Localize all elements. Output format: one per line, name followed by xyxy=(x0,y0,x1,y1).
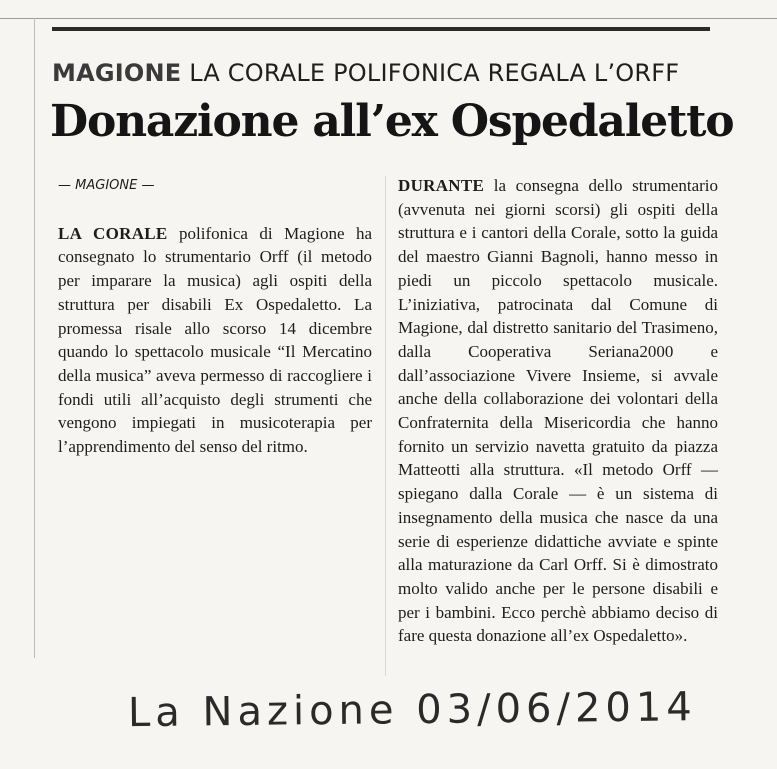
paragraph-2-lead: DURANTE xyxy=(398,176,485,195)
article-column-right xyxy=(398,174,718,648)
kicker-location: MAGIONE xyxy=(52,59,182,87)
paragraph-1-lead: LA CORALE xyxy=(58,223,168,243)
headline: Donazione all’ex Ospedaletto xyxy=(50,96,734,147)
article-column-left xyxy=(58,174,372,459)
scan-edge-left xyxy=(34,18,35,658)
kicker-text: LA CORALE POLIFONICA REGALA L’ORFF xyxy=(189,59,680,87)
scan-edge-top xyxy=(0,18,777,19)
dateline: — MAGIONE — xyxy=(58,178,155,193)
paragraph-1-body: polifonica di Magione ha consegnato lo strumentario Orff (il metodo per imparare la musica) agli ospiti della struttura per disabili Ex Ospedaletto. La promessa risale allo scorso 14 dicembre quando lo spettacolo musicale “Il Mercatino della musica” aveva permesso di raccogliere i fondi utili all’acquisto degli strumenti che vengono impiegati in musicoterapia per l’apprendimento del senso del ritmo. xyxy=(58,223,372,457)
paragraph-gap xyxy=(58,198,372,222)
top-rule xyxy=(52,27,710,31)
handwritten-source-note: La Nazione 03/06/2014 xyxy=(127,684,697,737)
kicker xyxy=(52,58,722,88)
paragraph-2-body: la consegna dello strumentario (avvenuta nei giorni scorsi) gli ospiti della struttura e i cantori della Corale, sotto la guida del maestro Gianni Bagnoli, hanno messo in piedi un piccolo spettacolo musicale. L’iniziativa, patrocinata dal Comune di Magione, dal distretto sanitario del Trasimeno, dalla Cooperativa Seriana2000 e dall’associazione Vivere Insieme, si avvale anche della collaborazione dei volontari della Confraternita della Misericordia che hanno fornito un servizio navetta gratuito da piazza Matteotti alla struttura. «Il metodo Orff — spiegano dalla Corale — è un sistema di insegnamento della musica che nasce da una serie di esperienze didattiche avviate e spinte alla maturazione da Carl Orff. Si è dimostrato molto valido anche per le persone disabili e per i bambini. Ecco perchè abbiamo deciso di fare questa donazione all’ex Ospedaletto». xyxy=(398,176,718,646)
paragraph-1 xyxy=(58,222,372,459)
paragraph-2 xyxy=(398,174,718,648)
column-divider xyxy=(385,176,386,676)
